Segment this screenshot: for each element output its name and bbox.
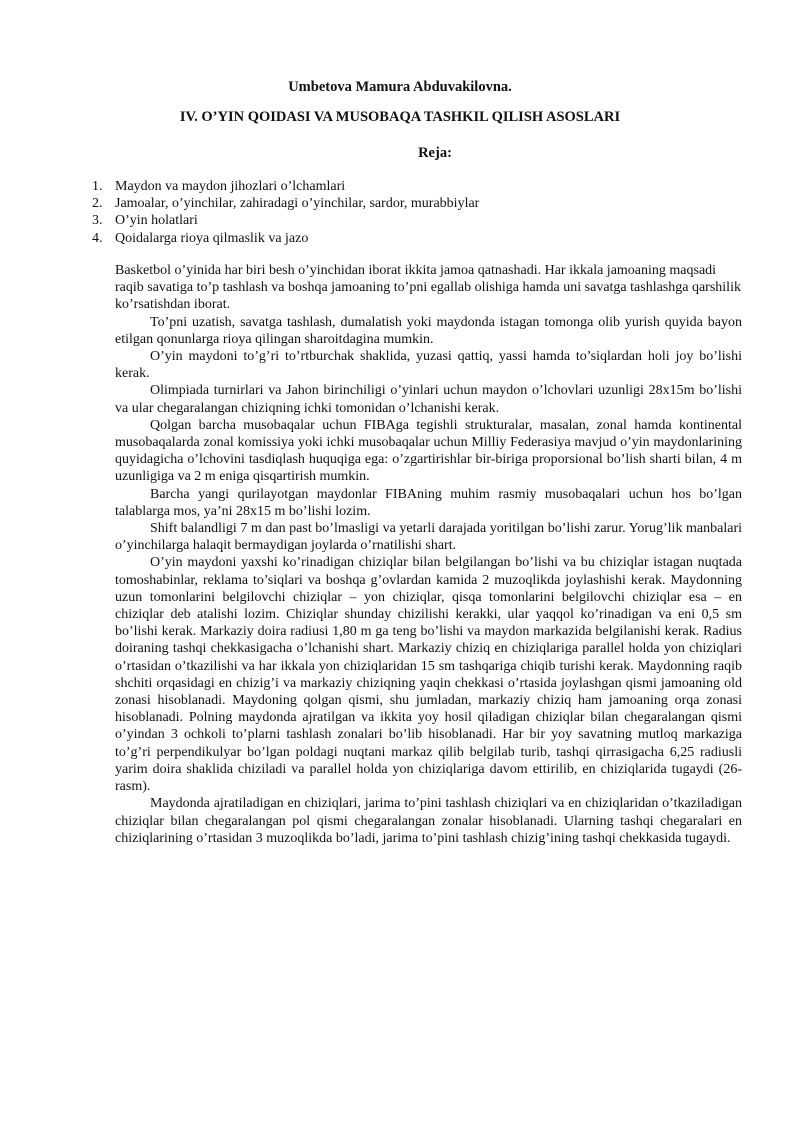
body-paragraph: O’yin maydoni to’g’ri to’rtburchak shaklida, yuzasi qattiq, yassi hamda to’siqlardan holi joy bo’lishi kerak. (115, 349, 742, 382)
plan-item-number: 3. (92, 213, 103, 229)
plan-item (92, 195, 712, 212)
body-paragraph: Shift balandligi 7 m dan past bo’lmasligi va yetarli darajada yoritilgan bo’lishi zarur. Yorug’lik manbalari o’yinchilarga halaqit bermaydigan joylarda o’rnatilishi shart. (115, 521, 742, 554)
plan-list (92, 178, 712, 247)
plan-item-text: Qoidalarga rioya qilmaslik va jazo (115, 230, 309, 246)
plan-item (92, 230, 712, 247)
plan-item-text: Jamoalar, o’yinchilar, zahiradagi o’yinchilar, sardor, murabbiylar (115, 196, 480, 212)
body-paragraph: To’pni uzatish, savatga tashlash, dumalatish yoki maydonda istagan tomonga olib yurish quyida bayon etilgan qonunlarga rioya qilingan sharoitdagina mumkin. (115, 314, 742, 347)
body-paragraph: Barcha yangi qurilayotgan maydonlar FIBAning muhim rasmiy musobaqalari uchun hos bo’lgan talablarga mos, ya’ni 28x15 m bo’lishi lozim. (115, 486, 742, 519)
body-paragraph: Maydonda ajratiladigan en chiziqlari, jarima to’pini tashlash chiziqlari va en chiziqlaridan o’tkaziladigan chiziqlar bilan chegaralangan pol qismi chegaralangan zonalar hisoblanadi. Ularning tashqi chegaralari en chiziqlarining o’rtasidan 3 muzoqlikda bo’ladi, jarima to’pini tashlash chizig’ining tashqi chekkasida tugaydi. (115, 796, 742, 846)
chapter-title: IV. O’YIN QOIDASI VA MUSOBAQA TASHKIL QILISH ASOSLARI (179, 109, 621, 125)
body-text (115, 262, 742, 847)
plan-heading: Reja: (418, 145, 452, 161)
plan-item (92, 178, 712, 195)
plan-item-number: 1. (92, 179, 103, 194)
plan-item-text: O’yin holatlari (115, 213, 198, 229)
body-paragraph: O’yin maydoni yaxshi ko’rinadigan chiziqlar bilan belgilangan bo’lishi va bu chiziqlar istagan nuqtada tomoshabinlar, reklama to’siqlari va boshqa g’ovlardan kamida 2 muzoqlikda joylashishi kerak. Maydonning uzun tomonlarini belgilovchi chiziqlar – yon chiziqlar, qisqa tomonlarini belgilovchi chiziqlar esa – en chiziqlar deb atalishi lozim. Chiziqlar shunday chizilishi kerakki, ular yaqqol ko’rinadigan va eni 0,5 sm bo’lishi kerak. Markaziy doira radiusi 1,80 m ga teng bo’lishi va maydon markazida belgilanishi kerak. Radius doiraning tashqi chekkasigacha o’lchanishi shart. Markaziy chiziq en chiziqlariga parallel holda yon chiziqlari o’rtasidan o’tkazilishi va har ikkala yon chiziqlaridan 15 sm tashqariga chiqib turishi kerak. Maydonning raqib shchiti orqasidagi en chizig’i va markaziy chiziqning yaqin chekkasi o’rtasida joylashgan qismi jamoaning old zonasi hisoblanadi. Maydoning qolgan qismi, shu jumladan, markaziy chiziq ham jamoaning orqa zonasi hisoblanadi. Polning maydonda ajratilgan va ikkita yoy hosil qiladigan chiziqlar bilan chegaralangan qismi o’yindan 3 ochkoli to’plarni tashlash zonalari bo’lib hisoblanadi. Har bir yoy savatning mutloq markaziga to’g’ri perpendikulyar bo’lgan poldagi nuqtani markaz qilib belgilab turib, tashqi qirrasigacha 6,25 radiusli yarim doira shaklida chiziladi va parallel holda yon chiziqlariga davom ettirilib, en chiziqlarida tugaydi (26-rasm). (115, 555, 742, 795)
body-paragraph: Basketbol o’yinida har biri besh o’yinchidan iborat ikkita jamoa qatnashadi. Har ikkala jamoaning maqsadi raqib savatiga to’p tashlash va boshqa jamoaning to’pni egallab olishiga hamda uni savatga tashlashga qarshilik ko’rsatishdan iborat. (115, 263, 741, 313)
author-name: Umbetova Mamura Abduvakilovna. (288, 79, 512, 95)
body-paragraph: Olimpiada turnirlari va Jahon birinchiligi o’yinlari uchun maydon o’lchovlari uzunligi 28x15m bo’lishi va ular chegaralangan chiziqning ichki tomonidan o’lchanishi kerak. (115, 383, 742, 416)
plan-item (92, 212, 712, 229)
body-paragraph: Qolgan barcha musobaqalar uchun FIBAga tegishli strukturalar, masalan, zonal hamda kontinental musobaqalarda zonal komissiya yoki ichki musobaqalar uchun Milliy Federasiya mavjud o’yin maydonlarining quyidagicha o’lchovini tasdiqlash huquqiga ega: o’zgartirishlar bir-biriga proporsional bo’lish sharti bilan, 4 m uzunligiga va 2 m eniga qisqartirish mumkin. (115, 417, 742, 485)
plan-item-number: 2. (92, 196, 103, 212)
plan-item-text: Maydon va maydon jihozlari o’lchamlari (115, 179, 346, 194)
plan-item-number: 4. (92, 230, 103, 246)
